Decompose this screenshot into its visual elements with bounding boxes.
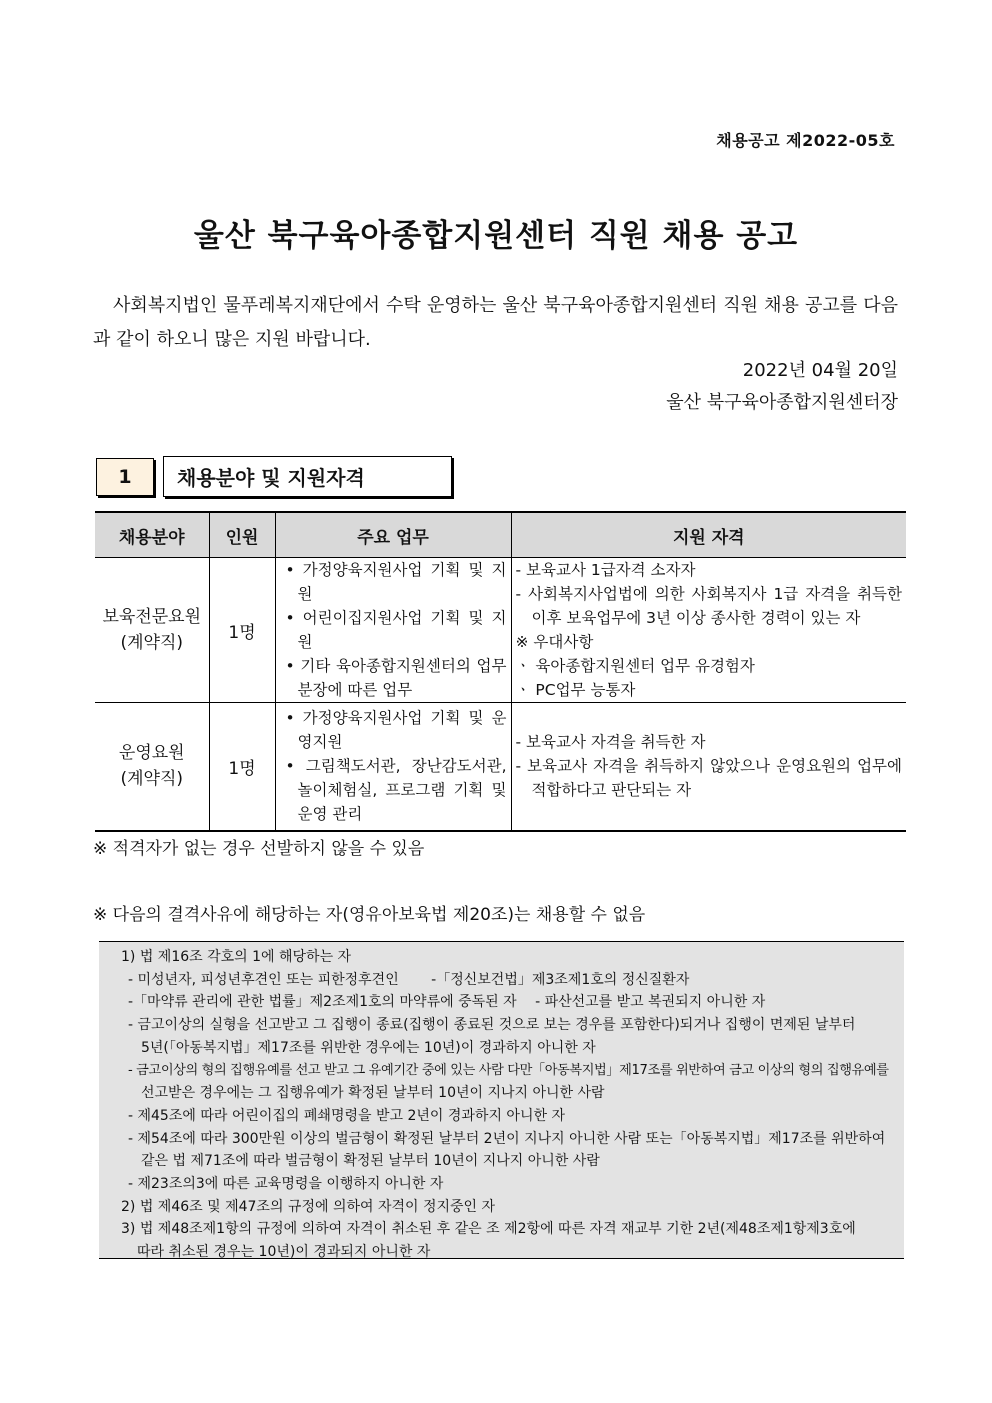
duty-item: • 그림책도서관, 장난감도서관, 놀이체험실, 프로그램 기획 및 운영 관리 xyxy=(285,757,507,824)
field-name: 보육전문요원 xyxy=(102,607,202,627)
count-cell: 1명 xyxy=(209,558,275,703)
issue-date: 2022년 04월 20일 xyxy=(742,360,898,381)
notice-number: 채용공고 제2022-05호 xyxy=(716,131,895,150)
preference-item: ㆍ PC업무 능통자 xyxy=(515,681,636,699)
qualification-item: - 보육교사 자격을 취득한 자 xyxy=(515,733,706,752)
field-cell xyxy=(95,703,209,831)
qualifications-cell xyxy=(511,703,906,831)
disqualification-item: - 제23조의3에 따른 교육명령을 이행하지 아니한 자 xyxy=(128,1176,444,1193)
disqualification-item-continued: 따라 취소된 경우는 10년)이 경과되지 아니한 자 xyxy=(137,1244,431,1261)
header-qualifications: 지원 자격 xyxy=(511,512,906,558)
duty-item: • 가정양육지원사업 기획 및 지원 xyxy=(285,561,507,603)
preference-heading: ※ 우대사항 xyxy=(515,633,594,651)
header-count: 인원 xyxy=(209,512,275,558)
duty-item: • 기타 육아종합지원센터의 업무분장에 따른 업무 xyxy=(285,657,507,699)
disqualification-item-continued: 5년(「아동복지법」제17조를 위반한 경우에는 10년)이 경과하지 아니한 자 xyxy=(141,1039,596,1056)
header-field: 채용분야 xyxy=(95,512,209,558)
qualifications-cell xyxy=(511,558,906,703)
disqualification-item: - 금고이상의 형의 집행유예를 선고 받고 그 유예기간 중에 있는 사람 다만「아동복지법」제17조를 위반하여 금고 이상의 형의 집행유예를 xyxy=(128,1062,889,1078)
field-name: 운영요원 xyxy=(118,743,185,764)
section-title: 채용분야 및 지원자격 xyxy=(163,456,452,497)
disqualification-note: ※ 다음의 결격사유에 해당하는 자(영유아보육법 제20조)는 채용할 수 없음 xyxy=(93,905,646,925)
disqualification-box xyxy=(99,941,904,1259)
employment-type: (계약직) xyxy=(120,633,184,653)
qualification-item: - 사회복지사업법에 의한 사회복지사 1급 자격을 취득한 이후 보육업무에 3년 이상 종사한 경력이 있는 자 xyxy=(515,585,902,627)
field-cell xyxy=(95,558,209,703)
disqualification-item: 1) 법 제16조 각호의 1에 해당하는 자 xyxy=(121,949,352,965)
disqualification-item: 2) 법 제46조 및 제47조의 규정에 의하여 자격이 정지중인 자 xyxy=(121,1198,496,1215)
table-row xyxy=(95,558,906,703)
qualification-item: - 보육교사 1급자격 소자자 xyxy=(515,561,696,579)
intro-paragraph: 사회복지법인 물푸레복지재단에서 수탁 운영하는 울산 북구육아종합지원센터 직원 채용 공고를 다음과 같이 하오니 많은 지원 바랍니다. xyxy=(93,295,898,350)
page-title: 울산 북구육아종합지원센터 직원 채용 공고 xyxy=(193,218,799,254)
preference-item: ㆍ 육아종합지원센터 업무 유경험자 xyxy=(515,657,755,675)
date-issuer-block xyxy=(666,355,898,419)
selection-note: ※ 적격자가 없는 경우 선발하지 않을 수 있음 xyxy=(93,839,425,859)
disqualification-item-continued: 같은 법 제71조에 따라 벌금형이 확정된 날부터 10년이 지나지 아니한 사람 xyxy=(141,1153,600,1170)
disqualification-item: - 제54조에 따라 300만원 이상의 벌금형이 확정된 날부터 2년이 지나지 아니한 사람 또는「아동복지법」제17조를 위반하여 xyxy=(128,1130,886,1147)
disqualification-item: - 금고이상의 실형을 선고받고 그 집행이 종료(집행이 종료된 것으로 보는 경우를 포함한다)되거나 집행이 면제된 날부터 xyxy=(128,1017,856,1034)
table-header-row xyxy=(95,512,906,558)
disqualification-item: -「마약류 관리에 관한 법률」제2조제1호의 마약류에 중독된 자 - 파산선고를 받고 복권되지 아니한 자 xyxy=(128,994,766,1011)
table-row xyxy=(95,703,906,831)
disqualification-item: - 미성년자, 피성년후견인 또는 피한정후견인 -「정신보건법」제3조제1호의 정신질환자 xyxy=(128,971,690,988)
disqualification-item: - 제45조에 따라 어린이집의 폐쇄명령을 받고 2년이 경과하지 아니한 자 xyxy=(128,1107,565,1124)
recruitment-table xyxy=(95,511,906,832)
header-duties: 주요 업무 xyxy=(275,512,511,558)
qualification-item: - 보육교사 자격을 취득하지 않았으나 운영요원의 업무에 적합하다고 판단되는 자 xyxy=(515,757,902,800)
duties-cell xyxy=(275,558,511,703)
count-cell: 1명 xyxy=(209,703,275,831)
duty-item: • 어린이집지원사업 기획 및 지원 xyxy=(285,609,507,651)
duty-item: • 가정양육지원사업 기획 및 운영지원 xyxy=(285,709,507,752)
disqualification-item-continued: 선고받은 경우에는 그 집행유예가 확정된 날부터 10년이 지나지 아니한 사람 xyxy=(141,1085,605,1102)
employment-type: (계약직) xyxy=(120,769,184,790)
duties-cell xyxy=(275,703,511,831)
section-number: 1 xyxy=(96,458,154,496)
disqualification-item: 3) 법 제48조제1항의 규정에 의하여 자격이 취소된 후 같은 조 제2항에 따른 자격 재교부 기한 2년(제48조제1항제3호에 xyxy=(121,1221,856,1238)
issuer: 울산 북구육아종합지원센터장 xyxy=(666,392,898,413)
